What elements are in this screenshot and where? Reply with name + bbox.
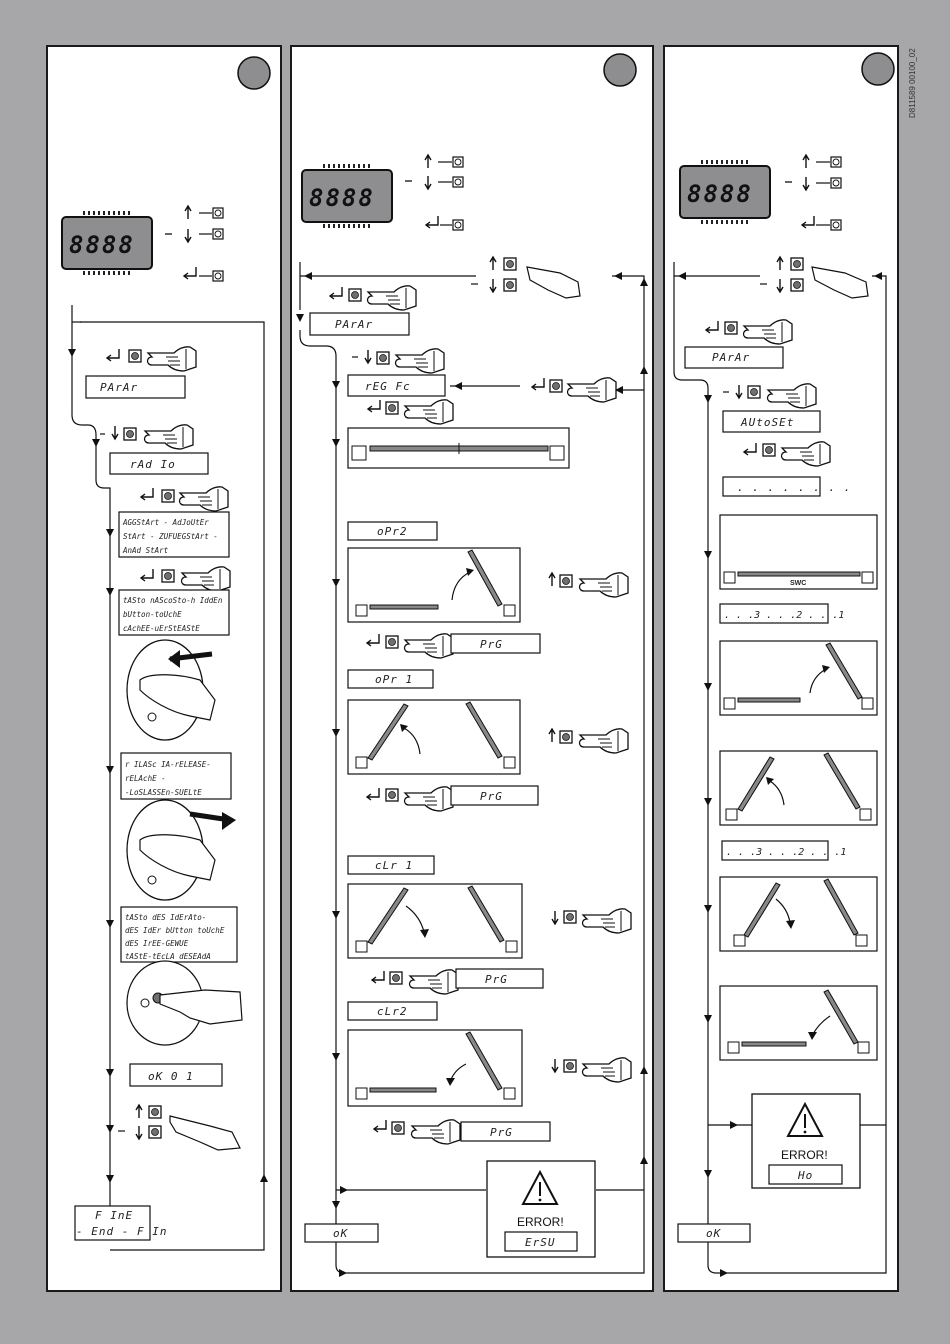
regfc-label: rEG Fc xyxy=(365,380,411,393)
up-button[interactable] xyxy=(213,208,223,218)
gate-diagram-icon xyxy=(348,1030,522,1106)
radio-label: rAd Io xyxy=(130,458,176,471)
panel1-content xyxy=(62,57,270,1250)
down-button[interactable] xyxy=(831,178,841,188)
add-start-line-1: AGGStArt - AdJoUtEr xyxy=(123,518,209,527)
gate-diagram-icon xyxy=(720,877,877,951)
display-digits: 8888 xyxy=(687,180,753,208)
up-button[interactable] xyxy=(831,157,841,167)
swc-label: SWC xyxy=(790,580,807,587)
pointing-hand-icon xyxy=(170,1116,240,1150)
info-circle-icon xyxy=(862,53,894,85)
display-unit xyxy=(302,164,392,228)
hidden-button-line-2: bUtton-toUchE xyxy=(123,610,182,619)
release-line-2: rELAchE - xyxy=(125,774,166,783)
gate-diagram-icon xyxy=(720,515,877,589)
enter-arrow-icon xyxy=(184,267,196,279)
gate-diagram-icon xyxy=(720,641,877,715)
desired-button-line-2: dES IdEr bUtton toUchE xyxy=(125,926,225,935)
countdown-label: . . .3 . . .2 . . .1 xyxy=(724,610,845,621)
receiver-disc-icon xyxy=(127,961,242,1045)
desired-button-line-1: tASto dES IdErAto- xyxy=(125,913,207,922)
panel2-content xyxy=(296,54,648,1277)
gate-diagram-icon xyxy=(720,751,877,825)
countdown-label: . . .3 . . .2 . . .1 xyxy=(726,847,847,858)
opr1-label: oPr 1 xyxy=(375,673,414,686)
info-circle-icon xyxy=(604,54,636,86)
opr2-label: oPr2 xyxy=(377,525,408,538)
panel3-content xyxy=(674,48,917,1277)
release-line-1: r ILASc IA-rELEASE- xyxy=(125,760,211,769)
display-unit xyxy=(62,211,152,275)
parar-label: PArAr xyxy=(335,318,374,331)
enter-button[interactable] xyxy=(831,220,841,230)
desired-button-line-3: dES IrEE-GEWUE xyxy=(125,939,189,948)
reference-code: D811589 00100_02 xyxy=(908,48,917,118)
add-start-line-3: AnAd StArt xyxy=(123,546,169,555)
add-start-line-2: StArt - ZUFUEGStArt - xyxy=(123,532,218,541)
gate-diagram-icon xyxy=(348,548,520,622)
display-digits: 8888 xyxy=(309,184,375,212)
gate-diagram-icon xyxy=(348,700,520,774)
down-arrow-icon xyxy=(185,229,191,242)
desired-button-line-4: tAStE-tEcLA dESEAdA xyxy=(125,952,211,961)
hidden-button-line-3: cAchEE-uErStEAStE xyxy=(123,624,200,633)
display-digits: 8888 xyxy=(69,231,135,259)
enter-button[interactable] xyxy=(213,271,223,281)
end-line-2: - End - F In xyxy=(76,1225,168,1238)
prg-label: PrG xyxy=(480,638,503,651)
error-code: Ho xyxy=(798,1169,814,1182)
prg-label: PrG xyxy=(485,973,508,986)
error-title: ERROR! xyxy=(517,1215,564,1229)
down-button[interactable] xyxy=(453,177,463,187)
gate-diagram-icon xyxy=(348,428,569,468)
enter-button[interactable] xyxy=(453,220,463,230)
gate-diagram-icon xyxy=(720,986,877,1060)
dots-label: . . . . . . . . xyxy=(737,481,852,494)
error-title: ERROR! xyxy=(781,1148,828,1162)
receiver-disc-icon xyxy=(127,640,215,740)
ok-label: oK xyxy=(706,1227,722,1240)
down-button[interactable] xyxy=(213,229,223,239)
pointing-hand-icon xyxy=(812,267,868,298)
release-line-3: -LoSLASSEn-SUELtE xyxy=(125,788,202,797)
up-button[interactable] xyxy=(453,157,463,167)
prg-label: PrG xyxy=(490,1126,513,1139)
display-unit xyxy=(680,160,770,224)
end-line-1: F InE xyxy=(95,1209,134,1222)
info-circle-icon xyxy=(238,57,270,89)
parar-label: PArAr xyxy=(100,381,139,394)
pointing-hand-icon xyxy=(527,267,580,298)
gate-diagram-icon xyxy=(348,884,522,958)
error-code: ErSU xyxy=(525,1236,556,1249)
prg-label: PrG xyxy=(480,790,503,803)
ok01-label: oK 0 1 xyxy=(148,1070,194,1083)
receiver-disc-icon xyxy=(127,800,236,900)
up-arrow-icon xyxy=(185,206,191,219)
parar-label: PArAr xyxy=(712,351,751,364)
hidden-button-line-1: tASto nAScoSto-h IddEn xyxy=(123,596,223,605)
autoset-label: AUtoSEt xyxy=(741,416,795,429)
clr1-label: cLr 1 xyxy=(375,859,414,872)
pointing-hand-icon xyxy=(148,347,197,371)
ok-label: oK xyxy=(333,1227,349,1240)
clr2-label: cLr2 xyxy=(377,1005,408,1018)
